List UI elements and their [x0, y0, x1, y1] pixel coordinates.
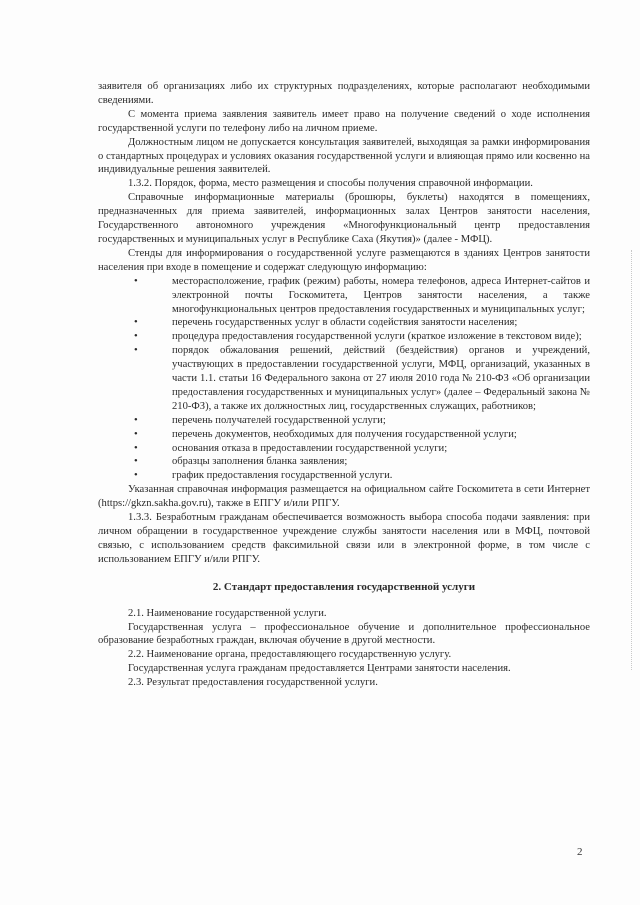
paragraph: 2.1. Наименование государственной услуги. [128, 607, 327, 619]
paragraph: Стенды для информирования о государственной услуге размещаются в зданиях Центров занятости населения при входе в помещение и содержат следующую информацию: [98, 247, 590, 273]
bullet-icon: • [134, 345, 138, 357]
bullet-icon: • [134, 275, 138, 287]
paragraph: заявителя об организациях либо их структурных подразделениях, которые располагают необходимыми сведениями. [98, 81, 590, 106]
list-item [98, 442, 590, 456]
paragraph: 1.3.3. Безработным гражданам обеспечивается возможность выбора способа подачи заявления: при личном обращении в государственное учреждение службы занятости населения или в МФЦ, почтовой связью, с использованием средств факсимильной связи или в электронной форме, в том числе с использованием ЕПГУ и/или РПГУ. [98, 512, 590, 565]
list-item-text: процедура предоставления государственной услуги (краткое изложение в текстовом виде); [172, 331, 582, 343]
list-item [98, 344, 590, 414]
bullet-icon: • [134, 442, 138, 454]
page-number: 2 [577, 846, 583, 858]
paragraph: 1.3.2. Порядок, форма, место размещения и способы получения справочной информации. [128, 178, 533, 190]
list-item [98, 275, 590, 317]
list-item [98, 428, 590, 442]
bullet-icon: • [134, 428, 138, 440]
scan-margin-marks [629, 250, 632, 670]
list-item-text: образцы заполнения бланка заявления; [172, 456, 348, 468]
bullet-icon: • [134, 414, 138, 426]
section-heading: 2. Стандарт предоставления государственной услуги [212, 580, 476, 593]
paragraph: С момента приема заявления заявитель имеет право на получение сведений о ходе исполнения государственной услуги по телефону либо на личном приеме. [98, 108, 590, 134]
list-item-text: перечень государственных услуг в области содействия занятости населения; [172, 317, 518, 329]
bullet-icon: • [134, 331, 138, 343]
list-item-text: порядок обжалования решений, действий (бездействия) органов и учреждений, участвующих в предоставлении государственной услуги, МФЦ, организаций, указанных в части 1.1. статьи 16 Федерального закона от 27 июля 2010 года № 210-ФЗ «Об организации предоставления государственных и муниципальных услуг» (далее – Федеральный закона № 210-ФЗ), а также их должностных лиц, государственных служащих, работников; [172, 345, 590, 412]
list-item [98, 414, 590, 428]
paragraph: Справочные информационные материалы (брошюры, буклеты) находятся в помещениях, предназначенных для приема заявителей, информационных залах Центров занятости населения, Государственного автономного учреждения «Многофункциональный центр предоставления государственных и муниципальных услуг в Республике Саха (Якутия)» (далее - МФЦ). [98, 192, 590, 245]
list-item-text: основания отказа в предоставлении государственной услуги; [172, 442, 448, 454]
list-item [98, 330, 590, 344]
paragraph: 2.3. Результат предоставления государственной услуги. [128, 677, 378, 689]
list-item-text: перечень документов, необходимых для получения государственной услуги; [172, 428, 517, 440]
list-item [98, 455, 590, 469]
paragraph: Указанная справочная информация размещается на официальном сайте Госкомитета в сети Интернет (https://gkzn.sakha.gov.ru), также в ЕПГУ и/или РПГУ. [98, 484, 590, 510]
list-item-text: перечень получателей государственной услуги; [172, 414, 386, 426]
list-item-text: график предоставления государственной услуги. [172, 470, 393, 482]
paragraph: 2.2. Наименование органа, предоставляющего государственную услугу. [128, 649, 452, 661]
list-item [98, 316, 590, 330]
list-item-text: месторасположение, график (режим) работы, номера телефонов, адреса Интернет-сайтов и электронной почты Госкомитета, Центров занятости населения, а также многофункциональных центров предоставления государственных и муниципальных услуг; [172, 275, 590, 315]
paragraph: Государственная услуга – профессиональное обучение и дополнительное профессиональное образование безработных граждан, включая обучение в другой местности. [98, 621, 590, 647]
bullet-icon: • [134, 456, 138, 468]
list-item [98, 469, 590, 483]
bullet-icon: • [134, 317, 138, 329]
document-body [98, 80, 590, 690]
paragraph: Государственная услуга гражданам предоставляется Центрами занятости населения. [128, 663, 511, 675]
paragraph: Должностным лицом не допускается консультация заявителей, выходящая за рамки информирования о стандартных процедурах и условиях оказания государственной услуги и влияющая прямо или косвенно на индивидуальные решения заявителей. [98, 136, 590, 176]
bullet-icon: • [134, 470, 138, 482]
